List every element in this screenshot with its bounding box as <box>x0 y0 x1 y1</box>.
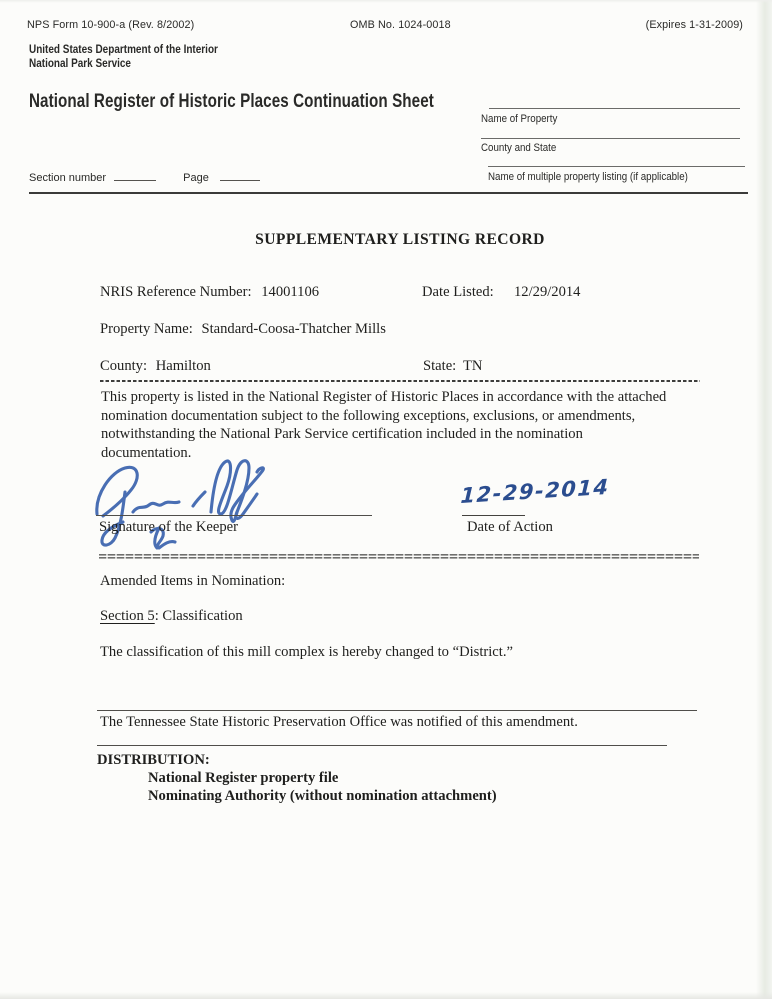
county-and-state-line <box>481 138 740 139</box>
nris-label: NRIS Reference Number: <box>100 284 252 300</box>
scan-edge-bottom <box>0 992 772 999</box>
state-value: TN <box>463 358 483 374</box>
date-listed-value: 12/29/2014 <box>514 284 581 300</box>
distribution-item: National Register property file <box>148 770 339 786</box>
certification-line: documentation. <box>101 444 192 461</box>
header-rule <box>29 192 748 194</box>
document-title: National Register of Historic Places Continuation Sheet <box>29 90 434 112</box>
page-label: Page <box>183 172 209 184</box>
expires-note: (Expires 1-31-2009) <box>645 19 743 31</box>
certification-line: This property is listed in the National Register of Historic Places in accordance with the attached <box>101 389 667 405</box>
county-and-state-label: County and State <box>481 142 557 154</box>
state-label: State: <box>423 358 457 374</box>
notification-rule-top <box>97 710 697 711</box>
name-of-property-line <box>489 108 740 109</box>
multiple-listing-label: Name of multiple property listing (if applicable) <box>488 171 688 183</box>
record-heading: SUPPLEMENTARY LISTING RECORD <box>255 231 545 248</box>
amended-section-title: : Classification <box>154 608 243 624</box>
section-number-blank <box>114 170 156 181</box>
scan-edge-top <box>0 0 772 3</box>
page-number-blank <box>220 170 260 181</box>
notification-text: The Tennessee State Historic Preservation Office was notified of this amendment. <box>100 714 578 730</box>
form-number: NPS Form 10-900-a (Rev. 8/2002) <box>27 19 195 31</box>
classification-change-text: The classification of this mill complex is hereby changed to “District.” <box>100 644 513 660</box>
omb-number: OMB No. 1024-0018 <box>350 19 451 31</box>
amended-section-row <box>100 608 243 625</box>
handwritten-date-of-action: 12-29-2014 <box>460 474 611 508</box>
agency-line-1: United States Department of the Interior <box>29 43 218 56</box>
county-label: County: <box>100 358 148 374</box>
name-of-property-label: Name of Property <box>481 113 558 125</box>
signature-line <box>96 515 372 516</box>
signature-label: Signature of the Keeper <box>99 519 238 535</box>
nris-number: 14001106 <box>261 284 320 300</box>
keeper-signature-image <box>85 420 395 570</box>
agency-line-2: National Park Service <box>29 57 131 70</box>
double-divider <box>99 554 699 559</box>
nris-row <box>100 284 740 301</box>
distribution-item: Nominating Authority (without nomination attachment) <box>148 788 497 804</box>
certification-line: nomination documentation subject to the following exceptions, exclusions, or amendments, <box>101 407 636 424</box>
multiple-listing-line <box>488 166 745 167</box>
dashed-divider <box>100 380 700 382</box>
county-value: Hamilton <box>155 358 211 374</box>
county-state-row <box>100 358 740 375</box>
date-of-action-underline <box>462 515 525 516</box>
amended-items-heading: Amended Items in Nomination: <box>100 573 286 589</box>
scan-edge-right <box>756 0 772 999</box>
date-listed-label: Date Listed: <box>422 284 494 300</box>
section-number-row <box>29 170 260 184</box>
amended-section-ref: Section 5 <box>100 608 155 624</box>
distribution-heading: DISTRIBUTION: <box>97 752 210 768</box>
notification-rule-bottom <box>97 745 667 746</box>
property-name-label: Property Name: <box>100 321 193 337</box>
certification-line: notwithstanding the National Park Service certification included in the nomination <box>101 426 583 443</box>
property-name-row <box>100 321 386 338</box>
property-name-value: Standard-Coosa-Thatcher Mills <box>201 321 386 337</box>
section-number-label: Section number <box>29 172 107 184</box>
date-of-action-label: Date of Action <box>467 519 553 535</box>
